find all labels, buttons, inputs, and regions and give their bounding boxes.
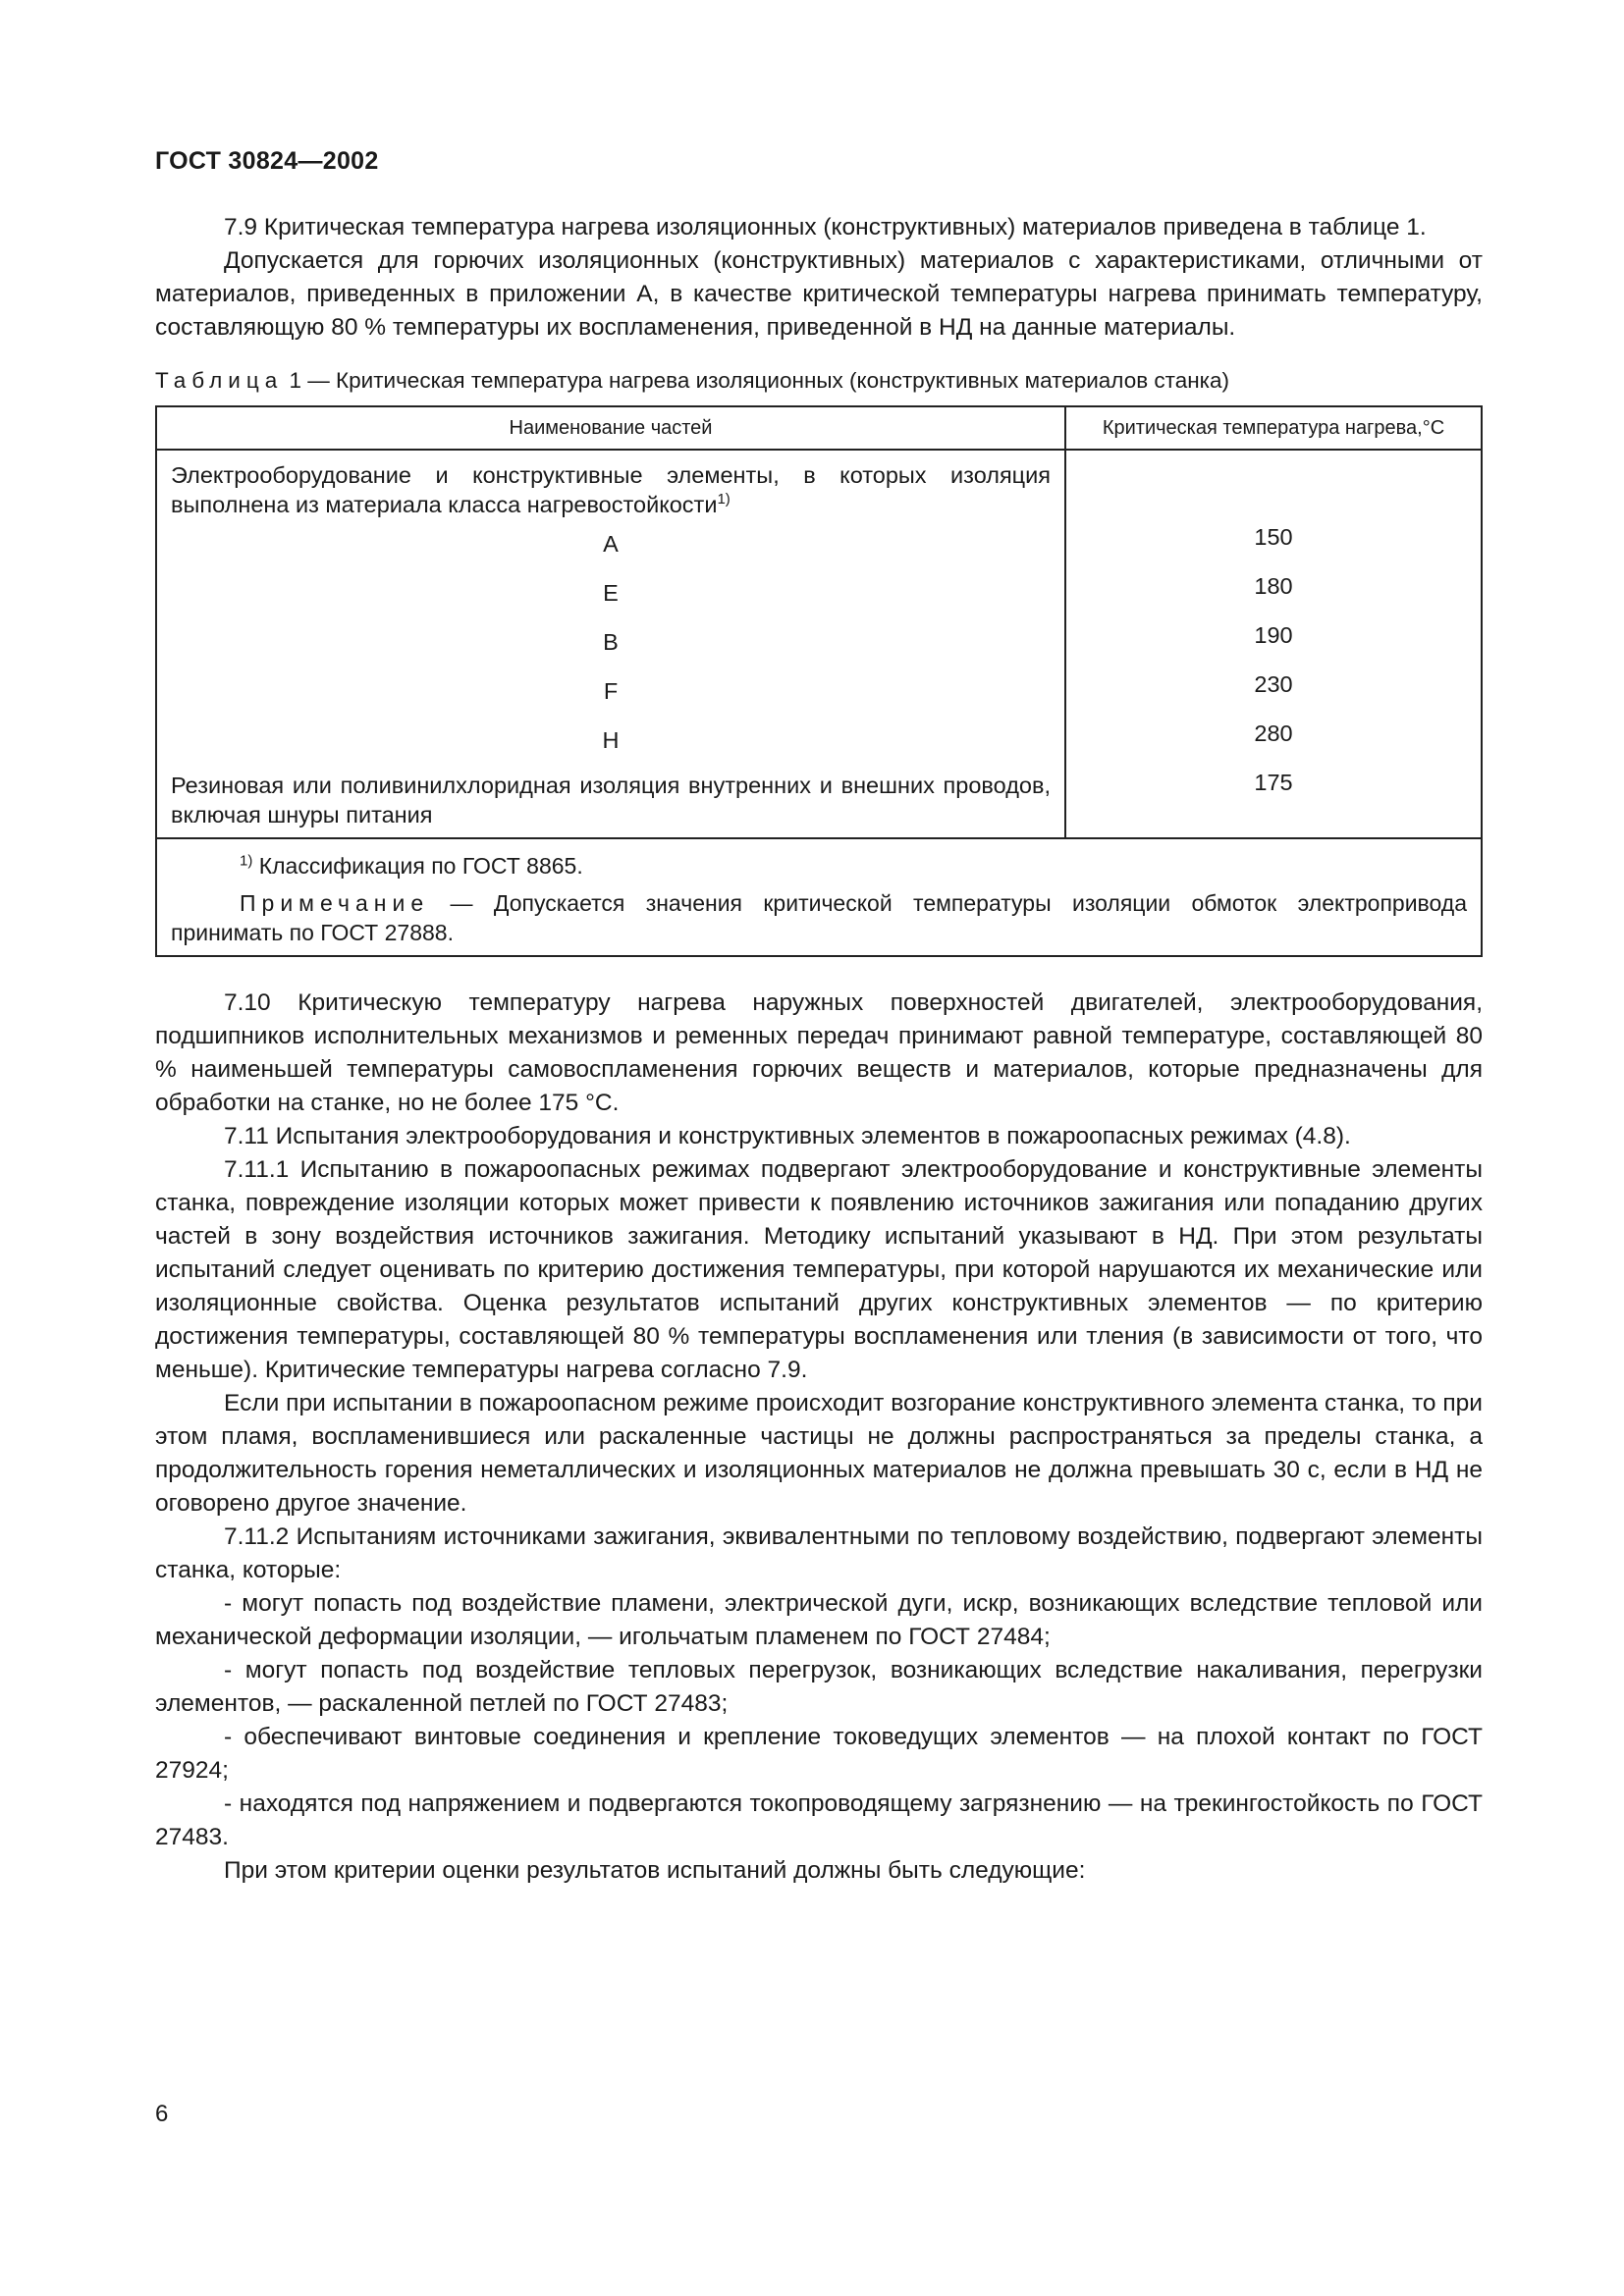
class-a: А xyxy=(603,531,619,557)
rubber-insulation-label: Резиновая или поливинилхлоридная изоляция внутренних и внешних проводов, включая шнуры питания xyxy=(171,773,1051,828)
footnote-mark: 1) xyxy=(240,852,253,870)
paragraph-criteria: При этом критерии оценки результатов испытаний должны быть следующие: xyxy=(224,1857,1086,1884)
note-text: — Допускается значения критической температуры изоляции обмоток электропривода принимать по ГОСТ 27888. xyxy=(171,890,1467,945)
temp-class-a: 150 xyxy=(1254,524,1293,550)
table-caption-text: 1 — Критическая температура нагрева изоляционных (конструктивных материалов станка) xyxy=(289,368,1229,393)
col-header-parts: Наименование частей xyxy=(156,406,1065,450)
col-header-temperature: Критическая температура нагрева,°С xyxy=(1065,406,1482,450)
class-b: В xyxy=(603,629,619,655)
paragraph-7-11: 7.11 Испытания электрооборудования и конструктивных элементов в пожароопасных режимах (4.8). xyxy=(224,1123,1351,1149)
class-e: Е xyxy=(603,580,619,606)
paragraph-7-11-2: 7.11.2 Испытаниям источниками зажигания, эквивалентными по тепловому воздействию, подвергают элементы станка, которые: xyxy=(155,1523,1483,1583)
list-item: - могут попасть под воздействие пламени, электрической дуги, искр, возникающих вследствие тепловой или механической деформации изоляции, — игольчатым пламенем по ГОСТ 27484; xyxy=(155,1590,1483,1650)
footnote-ref: 1) xyxy=(717,491,731,508)
document-page xyxy=(155,147,1483,1888)
temperature-column xyxy=(1065,450,1482,838)
footnote-text: Классификация по ГОСТ 8865. xyxy=(258,853,583,879)
class-h: Н xyxy=(602,727,620,753)
temp-class-f: 230 xyxy=(1254,671,1293,697)
table-notes-row xyxy=(156,838,1482,956)
paragraph-7-11-1: 7.11.1 Испытанию в пожароопасных режимах подвергают электрооборудование и конструктивные элементы станка, повреждение изоляции которых может привести к появлению источников зажигания или попаданию других частей в зону воздействия источников зажигания. Методику испытаний указывают в НД. При этом результаты испытаний следует оценивать по критерию достижения температуры, при которой нарушаются их механические или изоляционные свойства. Оценка результатов испытаний других конструктивных элементов — по критерию достижения температуры, составляющей 80 % температуры воспламенения или тления (в зависимости от того, что меньше). Критические температуры нагрева согласно 7.9. xyxy=(155,1156,1483,1383)
table-caption-label: Таблица xyxy=(155,368,284,393)
paragraph-7-9: 7.9 Критическая температура нагрева изоляционных (конструктивных) материалов приведена в таблице 1. xyxy=(224,214,1427,240)
list-item: - находятся под напряжением и подвергаются токопроводящему загрязнению — на трекингостойкость по ГОСТ 27483. xyxy=(155,1790,1483,1850)
section-7-10 xyxy=(155,987,1483,1888)
temp-class-h: 280 xyxy=(1254,721,1293,746)
group-label xyxy=(171,451,1051,519)
table-header-row xyxy=(156,406,1482,450)
note-label: Примечание xyxy=(240,890,430,916)
table-note xyxy=(171,888,1467,947)
group-label-text: Электрооборудование и конструктивные элементы, в которых изоляция выполнена из материала класса нагревостойкости xyxy=(171,462,1051,517)
list-item: - обеспечивают винтовые соединения и крепление токоведущих элементов — на плохой контакт по ГОСТ 27924; xyxy=(155,1724,1483,1784)
page-number: 6 xyxy=(155,2101,169,2127)
temp-rubber: 175 xyxy=(1254,770,1293,795)
table-notes xyxy=(156,838,1482,956)
temp-class-b: 190 xyxy=(1254,622,1293,648)
document-header: ГОСТ 30824—2002 xyxy=(155,147,379,175)
table-body-row xyxy=(156,450,1482,838)
paragraph-ignition: Если при испытании в пожароопасном режиме происходит возгорание конструктивного элемента станка, то при этом пламя, воспламенившиеся или раскаленные частицы не должны распространяться за пределы станка, а продолжительность горения неметаллических и изоляционных материалов не должна превышать 30 с, если в НД не оговорено другое значение. xyxy=(155,1390,1483,1517)
parts-column xyxy=(156,450,1065,838)
table-critical-temperatures xyxy=(155,405,1483,957)
table-caption xyxy=(155,366,1483,396)
class-f: F xyxy=(603,678,619,704)
paragraph-allowance: Допускается для горючих изоляционных (конструктивных) материалов с характеристиками, отличными от материалов, приведенных в приложении А, в качестве критической температуры нагрева принимать температуру, составляющую 80 % температуры их воспламенения, приведенной в НД на данные материалы. xyxy=(155,247,1483,341)
temp-class-e: 180 xyxy=(1254,573,1293,599)
table-footnote xyxy=(171,847,1467,884)
paragraph-7-10: 7.10 Критическую температуру нагрева наружных поверхностей двигателей, электрооборудования, подшипников исполнительных механизмов и ременных передач принимают равной температуре, составляющей 80 % наименьшей температуры самовоспламенения горючих веществ и материалов, которые предназначены для обработки на станке, но не более 175 °С. xyxy=(155,989,1483,1116)
list-item: - могут попасть под воздействие тепловых перегрузок, возникающих вследствие накаливания, перегрузки элементов, — раскаленной петлей по ГОСТ 27483; xyxy=(155,1657,1483,1717)
